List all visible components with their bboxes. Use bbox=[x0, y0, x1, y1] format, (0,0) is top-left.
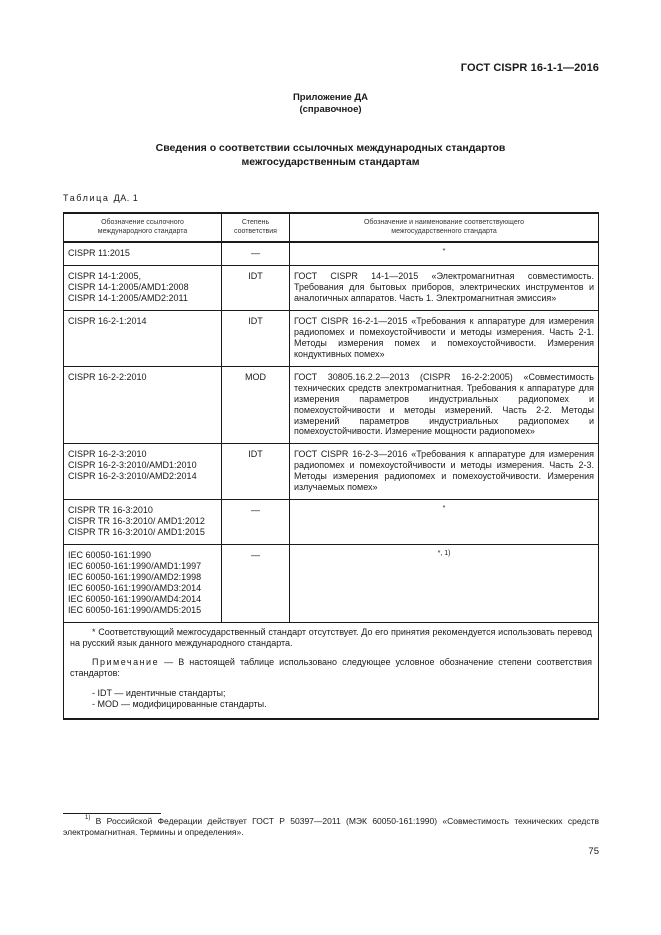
table-label-word: Таблица bbox=[63, 193, 110, 203]
standard-cell: * bbox=[290, 500, 599, 545]
table-row bbox=[64, 310, 599, 366]
reference-cell: CISPR 16-2-2:2010 bbox=[64, 366, 222, 444]
table-label-id: ДА. 1 bbox=[113, 193, 139, 203]
reference-cell: CISPR 14-1:2005, CISPR 14-1:2005/AMD1:2008 CISPR 14-1:2005/AMD2:2011 bbox=[64, 265, 222, 310]
document-title bbox=[0, 142, 661, 169]
table-notes-row bbox=[64, 623, 599, 719]
table-label bbox=[63, 193, 138, 204]
table-row bbox=[64, 242, 599, 265]
reference-cell: CISPR 16-2-1:2014 bbox=[64, 310, 222, 366]
standard-cell: ГОСТ CISPR 14-1—2015 «Электромагнитная совместимость. Требования для бытовых приборов, электрических инструментов и аналогичных аппаратов. Часть 1. Электромагнитная эмиссия» bbox=[290, 265, 599, 310]
standard-cell: * bbox=[290, 242, 599, 265]
document-title-line-1: Сведения о соответствии ссылочных международных стандартов bbox=[155, 142, 506, 154]
reference-cell: CISPR TR 16-3:2010 CISPR TR 16-3:2010/ AMD1:2012 CISPR TR 16-3:2010/ AMD1:2015 bbox=[64, 500, 222, 545]
degree-cell: IDT bbox=[222, 265, 290, 310]
correspondence-table bbox=[63, 212, 599, 720]
reference-cell: IEC 60050-161:1990 IEC 60050-161:1990/AMD1:1997 IEC 60050-161:1990/AMD2:1998 IEC 60050-161:1990/AMD3:2014 IEC 60050-161:1990/AMD4:2014 IEC 60050-161:1990/AMD5:2015 bbox=[64, 545, 222, 623]
reference-cell: CISPR 11:2015 bbox=[64, 242, 222, 265]
degree-cell: — bbox=[222, 242, 290, 265]
table-row bbox=[64, 366, 599, 444]
header-interstate-standard: Обозначение и наименование соответствующего межгосударственного стандарта bbox=[290, 213, 599, 242]
page-footnote bbox=[63, 816, 599, 838]
table-header-row bbox=[64, 213, 599, 242]
footnote-text: В Российской Федерации действует ГОСТ Р 50397—2011 (МЭК 60050-161:1990) «Совместимость технических средств электромагнитная. Термины и определения». bbox=[63, 816, 599, 838]
degree-cell: IDT bbox=[222, 310, 290, 366]
degree-cell: IDT bbox=[222, 444, 290, 500]
standard-designation: ГОСТ CISPR 16-1-1—2016 bbox=[460, 62, 599, 74]
annex-subtitle: (справочное) bbox=[299, 104, 362, 116]
table-row bbox=[64, 444, 599, 500]
degree-cell: — bbox=[222, 545, 290, 623]
footnote-mark: 1) bbox=[85, 815, 91, 821]
page-number: 75 bbox=[588, 846, 599, 857]
document-title-line-2: межгосударственным стандартам bbox=[241, 155, 420, 168]
reference-cell: CISPR 16-2-3:2010 CISPR 16-2-3:2010/AMD1:2010 CISPR 16-2-3:2010/AMD2:2014 bbox=[64, 444, 222, 500]
header-degree: Степень соответствия bbox=[222, 213, 290, 242]
star-footnote: * Соответствующий межгосударственный стандарт отсутствует. До его принятия рекомендуется использовать перевод на русский язык данного международного стандарта. bbox=[70, 627, 592, 648]
standard-cell: *, 1) bbox=[290, 545, 599, 623]
table-row bbox=[64, 265, 599, 310]
standard-cell: ГОСТ CISPR 16-2-1—2015 «Требования к аппаратуре для измерения радиопомех и помехоустойчивости и методы измерения. Часть 2-1. Методы измерения помех и помехоустойчивости. Измерения кондуктивных помех» bbox=[290, 310, 599, 366]
note-item-mod: - MOD — модифицированные стандарты. bbox=[92, 698, 267, 709]
standard-cell: ГОСТ 30805.16.2.2—2013 (CISPR 16-2-2:2005) «Совместимость технических средств электромагнитная. Требования к аппаратуре для измерения параметров индустриальных радиопомех и помехоустойчивости и методы измерений. Часть 2-2. Методы измерений параметров индустриальных радиопомех и помехоустойчивости. Измерение мощности радиопомех» bbox=[290, 366, 599, 444]
degree-cell: — bbox=[222, 500, 290, 545]
annex-title: Приложение ДА bbox=[292, 92, 369, 103]
degree-cell: MOD bbox=[222, 366, 290, 444]
note-text: — В настоящей таблице использовано следующее условное обозначение степени соответствия стандартов: bbox=[70, 656, 592, 678]
table-row bbox=[64, 500, 599, 545]
standard-cell: ГОСТ CISPR 16-2-3—2016 «Требования к аппаратуре для измерения радиопомех и помехоустойчивости и методы измерения. Часть 2-3. Методы измерения радиопомех и помехоустойчивости. Измерения излучаемых помех» bbox=[290, 444, 599, 500]
table-note bbox=[70, 657, 592, 679]
annex-heading bbox=[0, 92, 661, 117]
note-item-idt: - IDT — идентичные стандарты; bbox=[92, 687, 226, 698]
table-notes bbox=[64, 623, 599, 719]
note-label: Примечание bbox=[92, 656, 160, 667]
table-row bbox=[64, 545, 599, 623]
header-reference-standard: Обозначение ссылочного международного стандарта bbox=[64, 213, 222, 242]
footnote-divider bbox=[63, 813, 161, 814]
